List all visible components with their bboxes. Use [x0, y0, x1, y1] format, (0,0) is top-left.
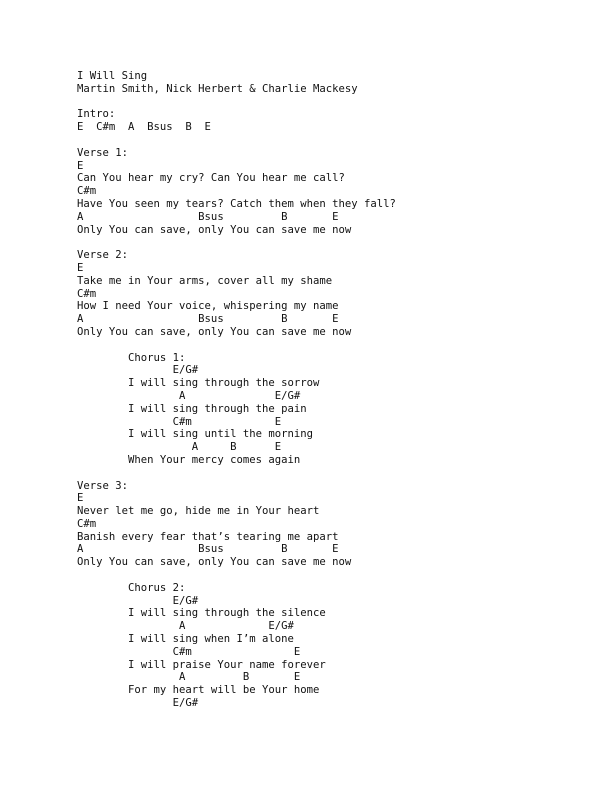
sheet-line: Verse 2:: [77, 249, 129, 262]
sheet-line: Verse 3:: [77, 479, 129, 492]
sheet-line: A E/G#: [77, 389, 301, 402]
sheet-line: How I need Your voice, whispering my name: [77, 300, 339, 313]
sheet-line: Intro:: [77, 108, 116, 121]
sheet-line: E C#m A Bsus B E: [77, 121, 211, 134]
sheet-line: Take me in Your arms, cover all my shame: [77, 274, 333, 287]
sheet-line: I will sing when I’m alone: [77, 633, 294, 646]
sheet-line: When Your mercy comes again: [77, 453, 301, 466]
sheet-line: E: [77, 261, 84, 274]
sheet-line: [77, 467, 597, 480]
sheet-line: Chorus 1:: [77, 351, 186, 364]
sheet-line: [77, 339, 597, 352]
sheet-line: [77, 236, 597, 249]
sheet-line: I will sing through the pain: [77, 402, 307, 415]
sheet-line: E/G#: [77, 697, 199, 710]
sheet-line: Can You hear my cry? Can You hear me call?: [77, 172, 345, 185]
sheet-line: E/G#: [77, 364, 199, 377]
chord-sheet: [77, 70, 597, 710]
sheet-line: I will sing through the silence: [77, 607, 326, 620]
sheet-line: I will sing until the morning: [77, 428, 313, 441]
sheet-line: C#m: [77, 287, 97, 300]
sheet-line: [77, 569, 597, 582]
sheet-line: C#m E: [77, 415, 282, 428]
sheet-line: Chorus 2:: [77, 581, 186, 594]
sheet-line: C#m: [77, 185, 97, 198]
sheet-line: A Bsus B E: [77, 210, 339, 223]
sheet-line: Never let me go, hide me in Your heart: [77, 505, 320, 518]
sheet-line: I will praise Your name forever: [77, 658, 326, 671]
sheet-line: Verse 1:: [77, 146, 129, 159]
sheet-line: A B E: [77, 441, 282, 454]
sheet-line: [77, 134, 597, 147]
sheet-line: C#m: [77, 517, 97, 530]
sheet-line: Only You can save, only You can save me now: [77, 325, 352, 338]
sheet-line: A E/G#: [77, 620, 294, 633]
sheet-line: [77, 96, 597, 109]
sheet-line: A Bsus B E: [77, 543, 339, 556]
sheet-line: C#m E: [77, 645, 301, 658]
sheet-line: E: [77, 159, 84, 172]
sheet-line: Only You can save, only You can save me now: [77, 556, 352, 569]
sheet-line: Only You can save, only You can save me now: [77, 223, 352, 236]
song-authors: Martin Smith, Nick Herbert & Charlie Mackesy: [77, 82, 358, 95]
sheet-line: A Bsus B E: [77, 313, 339, 326]
sheet-line: E: [77, 492, 84, 505]
sheet-line: Have You seen my tears? Catch them when they fall?: [77, 197, 396, 210]
sheet-line: A B E: [77, 671, 301, 684]
sheet-line: E/G#: [77, 594, 199, 607]
sheet-line: Banish every fear that’s tearing me apart: [77, 530, 339, 543]
sheet-line: For my heart will be Your home: [77, 684, 320, 697]
song-title: I Will Sing: [77, 70, 148, 82]
sheet-line: I will sing through the sorrow: [77, 377, 320, 390]
